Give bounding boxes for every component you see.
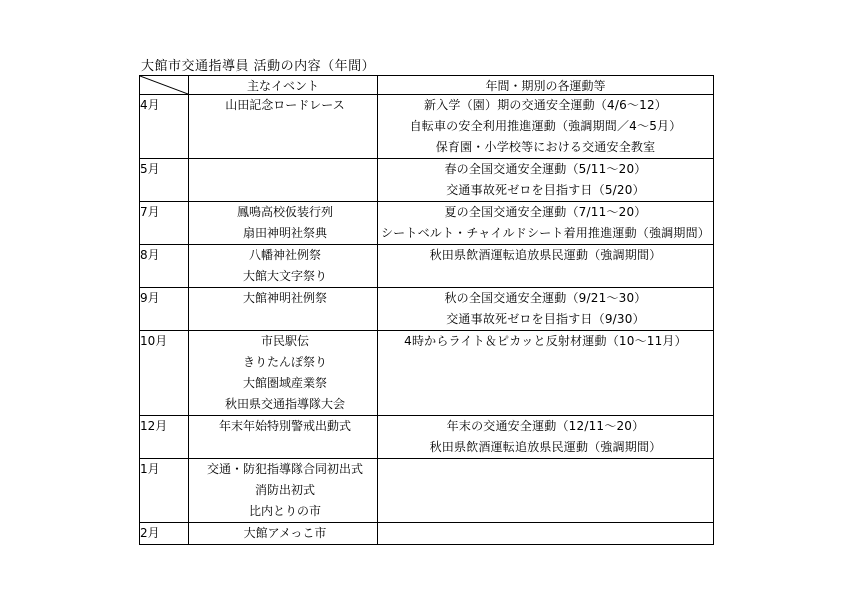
campaign-item: 4時からライト＆ピカッと反射材運動（10～11月） [404, 334, 687, 348]
events-header: 主なイベント [189, 76, 378, 95]
events-cell [189, 95, 378, 159]
campaign-item: 春の全国交通安全運動（5/11～20） [444, 162, 647, 176]
corner-cell [140, 76, 189, 95]
campaign-item: 自転車の安全利用推進運動（強調期間／4～5月） [409, 119, 682, 133]
header-row [140, 76, 714, 95]
activity-schedule-table [139, 75, 714, 545]
campaigns-cell [378, 416, 714, 459]
month-cell: 1月 [140, 459, 189, 523]
table-row [140, 245, 714, 288]
events-cell [189, 288, 378, 331]
events-cell [189, 331, 378, 416]
month-cell: 7月 [140, 202, 189, 245]
event-item: 鳳鳴高校仮装行列 [236, 205, 333, 219]
event-item: きりたんぽ祭り [242, 355, 327, 369]
event-item: 秋田県交通指導隊大会 [224, 397, 345, 411]
campaigns-cell [378, 245, 714, 288]
event-item: 大館神明社例祭 [242, 291, 327, 305]
table-row [140, 331, 714, 416]
event-item: 比内とりの市 [248, 504, 321, 518]
table-row [140, 416, 714, 459]
event-item: 八幡神社例祭 [248, 248, 321, 262]
campaign-item: 秋田県飲酒運転追放県民運動（強調期間） [429, 248, 662, 262]
month-cell: 10月 [140, 331, 189, 416]
events-cell [189, 459, 378, 523]
campaigns-cell [378, 331, 714, 416]
month-cell: 5月 [140, 159, 189, 202]
month-cell: 8月 [140, 245, 189, 288]
diagonal-line [140, 76, 188, 94]
campaigns-cell [378, 95, 714, 159]
event-item: 消防出初式 [254, 483, 315, 497]
event-item: 市民駅伝 [260, 334, 309, 348]
event-item: 年末年始特別警戒出動式 [218, 419, 351, 433]
event-item: 大館圏域産業祭 [242, 376, 327, 390]
campaign-item: 保育園・小学校等における交通安全教室 [435, 140, 656, 154]
campaign-item: 秋田県飲酒運転追放県民運動（強調期間） [429, 440, 662, 454]
campaigns-cell [378, 288, 714, 331]
month-cell: 4月 [140, 95, 189, 159]
campaigns-cell [378, 159, 714, 202]
campaigns-cell [378, 459, 714, 523]
event-item: 大館大文字祭り [242, 269, 327, 283]
events-cell [189, 159, 378, 202]
campaigns-header: 年間・期別の各運動等 [378, 76, 714, 95]
month-cell: 2月 [140, 523, 189, 545]
month-cell: 9月 [140, 288, 189, 331]
schedule-body [140, 95, 714, 545]
table-row [140, 202, 714, 245]
events-cell [189, 416, 378, 459]
events-cell [189, 245, 378, 288]
table-row [140, 288, 714, 331]
events-cell [189, 523, 378, 545]
campaign-item: 交通事故死ゼロを目指す日（5/20） [446, 183, 645, 197]
document-title: 大館市交通指導員 活動の内容（年間） [141, 59, 376, 74]
event-item: 交通・防犯指導隊合同初出式 [206, 462, 363, 476]
campaign-item: 交通事故死ゼロを目指す日（9/30） [446, 312, 645, 326]
table-row [140, 459, 714, 523]
event-item: 大館アメっこ市 [243, 526, 327, 540]
campaign-item: 秋の全国交通安全運動（9/21～30） [444, 291, 647, 305]
campaign-item: 新入学（園）期の交通安全運動（4/6～12） [424, 98, 667, 112]
campaigns-cell [378, 523, 714, 545]
events-cell [189, 202, 378, 245]
campaign-item: 夏の全国交通安全運動（7/11～20） [444, 205, 647, 219]
table-row [140, 523, 714, 545]
table-row [140, 159, 714, 202]
event-item: 山田記念ロードレース [225, 98, 345, 112]
month-cell: 12月 [140, 416, 189, 459]
table-row [140, 95, 714, 159]
campaigns-cell [378, 202, 714, 245]
campaign-item: シートベルト・チャイルドシート着用推進運動（強調期間） [380, 226, 711, 240]
event-item: 扇田神明社祭典 [242, 226, 327, 240]
campaign-item: 年末の交通安全運動（12/11～20） [446, 419, 645, 433]
